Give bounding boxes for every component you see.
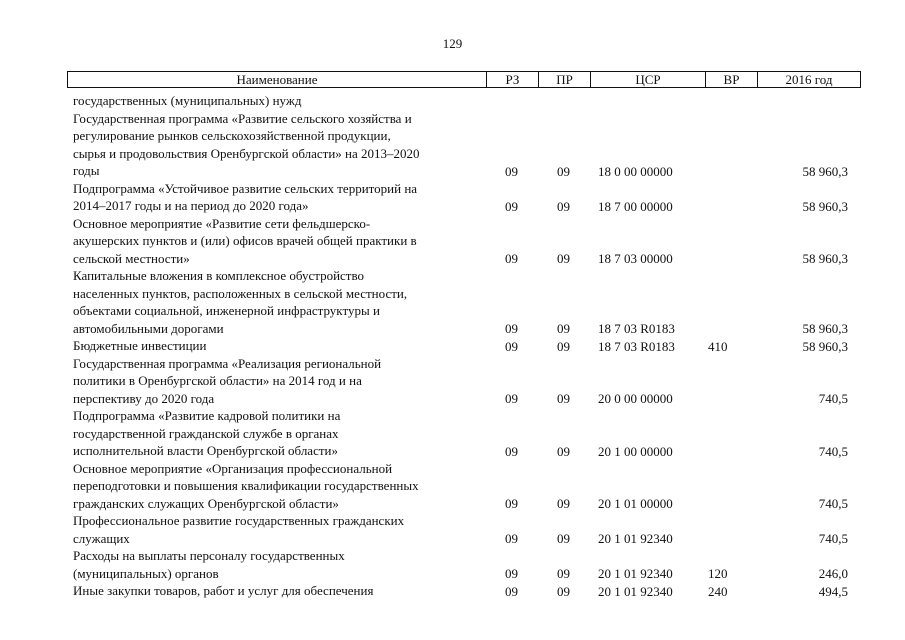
- row-name: [73, 215, 488, 268]
- row-pr: 09: [557, 566, 570, 581]
- row-name: [73, 460, 488, 513]
- row-name-line: государственной гражданской службе в органах: [73, 425, 339, 441]
- row-value: 58 960,3: [802, 198, 848, 214]
- row-name-line: Профессиональное развитие государственных гражданских: [73, 513, 405, 528]
- row-name-line: сельской местности»: [73, 250, 190, 266]
- row-name-line: объектами социальной, инженерной инфраструктуры и: [73, 303, 380, 318]
- table-row: [0, 267, 905, 337]
- row-name-line: государственных (муниципальных) нужд: [73, 93, 302, 108]
- table-row: [0, 547, 905, 582]
- row-csr: 18 7 00 00000: [598, 198, 673, 214]
- row-vr: 410: [708, 338, 728, 354]
- row-csr: 20 1 01 00000: [598, 496, 673, 511]
- header-pr: ПР: [538, 72, 590, 88]
- row-name: [73, 337, 488, 355]
- row-rz: 09: [505, 566, 518, 581]
- header-year: 2016 год: [757, 72, 860, 88]
- row-name-line: гражданских служащих Оренбургской области»: [73, 495, 339, 511]
- row-csr: 20 1 00 00000: [598, 443, 673, 459]
- header-vr: ВР: [705, 72, 757, 88]
- row-name-line: Подпрограмма «Развитие кадровой политики на: [73, 408, 341, 423]
- row-value: 58 960,3: [802, 163, 848, 179]
- row-name-line: переподготовки и повышения квалификации государственных: [73, 478, 419, 493]
- table-row: [0, 460, 905, 513]
- row-rz: 09: [505, 198, 518, 214]
- row-pr: 09: [557, 198, 570, 214]
- row-rz: 09: [505, 443, 518, 459]
- header-rz: РЗ: [486, 72, 538, 88]
- table-header: [67, 71, 861, 88]
- row-csr: 18 7 03 R0183: [598, 338, 675, 354]
- row-name-line: Основное мероприятие «Развитие сети фельдшерско-: [73, 215, 371, 231]
- row-value: 58 960,3: [802, 338, 848, 354]
- row-csr: 20 0 00 00000: [598, 391, 673, 406]
- header-csr: ЦСР: [590, 72, 705, 88]
- row-name: [73, 110, 488, 180]
- row-pr: 09: [557, 443, 570, 459]
- row-name-line: Бюджетные инвестиции: [73, 338, 207, 353]
- row-name-line: исполнительной власти Оренбургской области»: [73, 443, 338, 458]
- table-row: [0, 337, 905, 355]
- row-name-line: автомобильными дорогами: [73, 320, 224, 336]
- row-name: [73, 407, 488, 460]
- row-name-line: Иные закупки товаров, работ и услуг для обеспечения: [73, 583, 374, 598]
- row-name: [73, 92, 488, 110]
- row-value: 494,5: [818, 583, 848, 599]
- row-name: [73, 180, 488, 215]
- row-name: [73, 582, 488, 600]
- row-name-line: Расходы на выплаты персоналу государственных: [73, 548, 345, 563]
- table-row: [0, 92, 905, 110]
- page-number: 129: [442, 36, 463, 51]
- row-rz: 09: [505, 531, 518, 546]
- row-name: [73, 267, 488, 337]
- row-pr: 09: [557, 583, 570, 599]
- row-csr: 18 7 03 R0183: [598, 321, 675, 336]
- row-name: [73, 547, 488, 582]
- row-pr: 09: [557, 321, 570, 336]
- row-name: [73, 355, 488, 408]
- row-pr: 09: [557, 338, 570, 354]
- row-name-line: акушерских пунктов и (или) офисов врачей общей практики в: [73, 233, 417, 248]
- row-rz: 09: [505, 338, 518, 354]
- table-row: [0, 407, 905, 460]
- table-row: [0, 215, 905, 268]
- row-pr: 09: [557, 496, 570, 511]
- row-name: [73, 512, 488, 547]
- row-value: 740,5: [818, 531, 848, 546]
- row-name-line: регулирование рынков сельскохозяйственной продукции,: [73, 128, 391, 143]
- row-value: 58 960,3: [802, 321, 848, 336]
- row-csr: 18 0 00 00000: [598, 163, 673, 179]
- row-value: 246,0: [818, 566, 848, 581]
- row-pr: 09: [557, 391, 570, 406]
- row-value: 740,5: [818, 443, 848, 459]
- header-name: Наименование: [236, 72, 318, 87]
- table-row: [0, 512, 905, 547]
- row-pr: 09: [557, 251, 570, 266]
- row-vr: 240: [708, 583, 728, 599]
- row-rz: 09: [505, 251, 518, 266]
- row-name-line: перспективу до 2020 года: [73, 390, 215, 406]
- row-pr: 09: [557, 163, 570, 179]
- row-name-line: Основное мероприятие «Организация профессиональной: [73, 460, 393, 476]
- row-rz: 09: [505, 321, 518, 336]
- table-row: [0, 180, 905, 215]
- row-name-line: (муниципальных) органов: [73, 565, 219, 581]
- row-csr: 20 1 01 92340: [598, 583, 673, 599]
- row-name-line: служащих: [73, 530, 130, 546]
- row-name-line: Подпрограмма «Устойчивое развитие сельских территорий на: [73, 180, 418, 196]
- row-rz: 09: [505, 583, 518, 599]
- table-row: [0, 355, 905, 408]
- table-row: [0, 110, 905, 180]
- row-rz: 09: [505, 496, 518, 511]
- row-csr: 20 1 01 92340: [598, 531, 673, 546]
- row-name-line: Капитальные вложения в комплексное обустройство: [73, 268, 365, 283]
- row-pr: 09: [557, 531, 570, 546]
- row-value: 58 960,3: [802, 251, 848, 266]
- row-name-line: сырья и продовольствия Оренбургской области» на 2013–2020: [73, 145, 420, 161]
- row-rz: 09: [505, 391, 518, 406]
- row-name-line: Государственная программа «Развитие сельского хозяйства и: [73, 110, 412, 126]
- table-row: [0, 582, 905, 600]
- row-name-line: Государственная программа «Реализация региональной: [73, 355, 382, 371]
- row-name-line: 2014–2017 годы и на период до 2020 года»: [73, 198, 309, 213]
- row-name-line: политики в Оренбургской области» на 2014 год и на: [73, 373, 362, 388]
- row-value: 740,5: [818, 391, 848, 406]
- row-name-line: годы: [73, 163, 100, 178]
- row-vr: 120: [708, 566, 728, 581]
- row-csr: 18 7 03 00000: [598, 251, 673, 266]
- row-csr: 20 1 01 92340: [598, 566, 673, 581]
- row-rz: 09: [505, 163, 518, 179]
- row-name-line: населенных пунктов, расположенных в сельской местности,: [73, 285, 408, 301]
- row-value: 740,5: [818, 496, 848, 511]
